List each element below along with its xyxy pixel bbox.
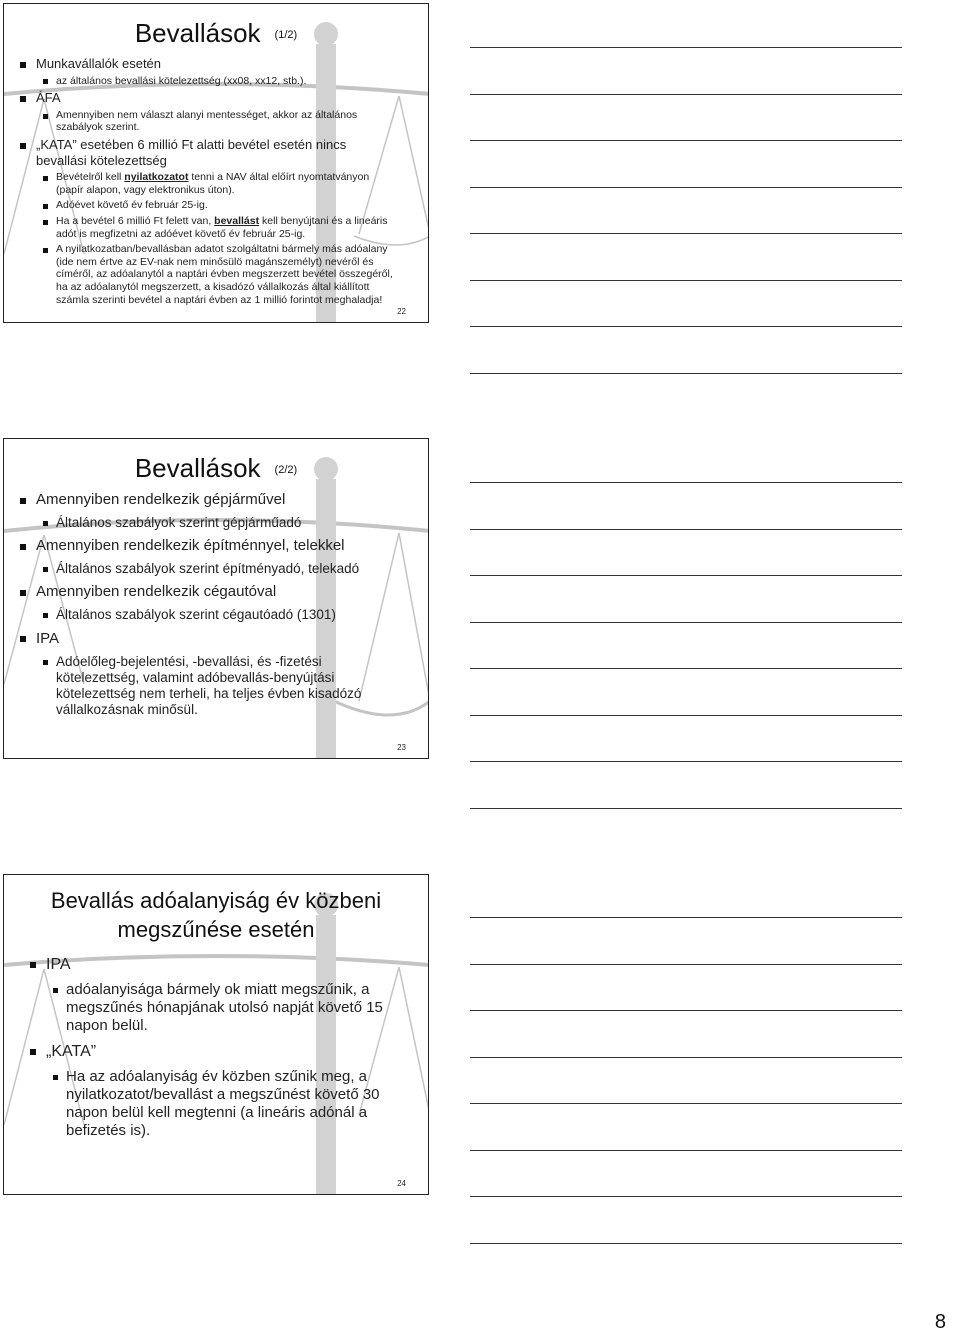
bullet-item-level-1 xyxy=(36,583,398,601)
slide-title xyxy=(4,18,428,49)
square-bullet-icon xyxy=(30,1049,36,1055)
bullet-item-level-1 xyxy=(36,137,398,168)
note-line xyxy=(470,761,902,762)
slide-content xyxy=(4,4,428,322)
square-bullet-icon xyxy=(30,962,36,968)
bullet-item-level-1 xyxy=(36,537,398,555)
note-line xyxy=(470,808,902,809)
bullet-text: IPA xyxy=(36,629,60,647)
note-line xyxy=(470,140,902,141)
note-line xyxy=(470,373,902,374)
note-line xyxy=(470,622,902,623)
slide-items xyxy=(4,491,428,724)
bullet-item-level-2 xyxy=(56,109,398,134)
note-line xyxy=(470,326,902,327)
square-bullet-icon xyxy=(20,544,26,550)
square-bullet-icon xyxy=(43,220,48,225)
bullet-text: Általános szabályok szerint cégautóadó (1301) xyxy=(56,607,336,623)
bullet-text: IPA xyxy=(46,956,71,973)
bullet-item-level-1 xyxy=(36,491,398,509)
note-line xyxy=(470,47,902,48)
bullet-item-level-2 xyxy=(66,1068,398,1140)
note-line xyxy=(470,280,902,281)
slide-title xyxy=(34,887,398,944)
slide-page-number: 23 xyxy=(397,743,406,752)
note-line xyxy=(470,482,902,483)
bullet-text: Amennyiben rendelkezik cégautóval xyxy=(36,583,277,601)
bullet-text: Amennyiben nem választ alanyi mentességet, akkor az általános szabályok szerint. xyxy=(56,108,358,134)
note-line xyxy=(470,575,902,576)
note-line xyxy=(470,1150,902,1151)
slide-page-number: 24 xyxy=(397,1179,406,1188)
note-line xyxy=(470,1103,902,1104)
note-line xyxy=(470,233,902,234)
bullet-underlined-text: bevallást xyxy=(214,214,260,227)
slide-title-text: Bevallás adóalanyiság év közbeni megszűnése esetén xyxy=(50,888,382,942)
square-bullet-icon xyxy=(43,660,48,665)
slide-content xyxy=(4,875,428,1194)
slide-23 xyxy=(3,438,429,759)
square-bullet-icon xyxy=(53,988,58,993)
bullet-item-level-2 xyxy=(56,607,398,623)
square-bullet-icon xyxy=(20,498,26,504)
bullet-text: „KATA” xyxy=(46,1043,97,1061)
slide-24 xyxy=(3,874,429,1195)
bullet-item-level-2 xyxy=(56,515,398,531)
bullet-item-level-1 xyxy=(36,56,398,72)
square-bullet-icon xyxy=(43,114,48,119)
note-line xyxy=(470,94,902,95)
square-bullet-icon xyxy=(20,590,26,596)
square-bullet-icon xyxy=(43,79,48,84)
square-bullet-icon xyxy=(43,176,48,181)
slide-page-number: 22 xyxy=(397,307,406,316)
bullet-text: adóalanyisága bármely ok miatt megszűnik, a megszűnés hónapjának utolsó napját követő 15 napon belül. xyxy=(66,981,383,1035)
slide-items xyxy=(4,955,428,1147)
note-line xyxy=(470,964,902,965)
square-bullet-icon xyxy=(43,613,48,618)
bullet-text: tenni a NAV által előírt nyomtatványon (papír alapon, vagy elektronikus úton). xyxy=(56,171,370,196)
bullet-item-level-2 xyxy=(56,561,398,577)
slide-title-text: Bevallások xyxy=(134,18,261,48)
bullet-text: Általános szabályok szerint gépjárműadó xyxy=(56,515,302,530)
slide-content xyxy=(4,439,428,758)
bullet-text: A nyilatkozatban/bevallásban adatot szolgáltatni bármely más adóalany (ide nem értve az EV-nak nem minősülö magánszemélyt) nevéről és címéről, az adóalanytól a naptári évben megszerzett bevétel összegéről, ha az adóalanytól megszerzett, a kisadózó vállalkozás által kiállított számla szerinti bevétel a naptári évben az 1 millió forintot meghaladja! xyxy=(56,243,393,306)
note-line xyxy=(470,1243,902,1244)
note-line xyxy=(470,187,902,188)
bullet-underlined-text: nyilatkozatot xyxy=(124,171,189,184)
bullet-item-level-1 xyxy=(46,1042,398,1061)
square-bullet-icon xyxy=(20,636,26,642)
bullet-text: Ha az adóalanyiság év közben szűnik meg, a nyilatkozatot/bevallást a megszűnést követő 30 napon belül kell megtenni (a lineáris adónál a befizetés is). xyxy=(66,1068,380,1140)
page-number: 8 xyxy=(934,1311,946,1333)
note-line xyxy=(470,529,902,530)
bullet-text: Amennyiben rendelkezik építménnyel, telekkel xyxy=(36,537,345,555)
bullet-text: Bevételről kell xyxy=(56,171,125,184)
square-bullet-icon xyxy=(20,62,26,68)
bullet-item-level-2 xyxy=(56,199,398,212)
note-line xyxy=(470,1057,902,1058)
bullet-item-level-1 xyxy=(46,955,398,974)
bullet-item-level-2 xyxy=(56,215,398,240)
note-line xyxy=(470,715,902,716)
bullet-text: Általános szabályok szerint építményadó, telekadó xyxy=(56,561,360,577)
square-bullet-icon xyxy=(43,204,48,209)
square-bullet-icon xyxy=(43,521,48,526)
slide-title-text: Bevallások xyxy=(134,453,261,483)
slide-title xyxy=(4,453,428,484)
slide-items xyxy=(4,56,428,309)
bullet-item-level-2 xyxy=(56,171,398,196)
slide-subtitle: (2/2) xyxy=(274,464,298,477)
square-bullet-icon xyxy=(20,143,26,149)
bullet-item-level-2 xyxy=(56,75,398,88)
bullet-text: Munkavállalók esetén xyxy=(36,56,162,71)
bullet-item-level-2 xyxy=(66,981,398,1035)
square-bullet-icon xyxy=(43,567,48,572)
slide-subtitle: (1/2) xyxy=(274,29,298,42)
bullet-text: Amennyiben rendelkezik gépjárművel xyxy=(36,491,286,508)
square-bullet-icon xyxy=(43,248,48,253)
square-bullet-icon xyxy=(53,1075,58,1080)
square-bullet-icon xyxy=(20,96,26,102)
note-line xyxy=(470,917,902,918)
bullet-text: ÁFA xyxy=(36,90,61,106)
bullet-item-level-2 xyxy=(56,654,398,719)
bullet-item-level-1 xyxy=(36,630,398,648)
bullet-text: kell benyújtani és a lineáris adót is megfizetni az adóévet követő év február 25-ig. xyxy=(56,214,388,240)
bullet-text: az általános bevallási kötelezettség (xx08, xx12, stb.). xyxy=(56,74,307,87)
bullet-text: Ha a bevétel 6 millió Ft felett van, xyxy=(56,214,215,227)
note-line xyxy=(470,1010,902,1011)
bullet-text: „KATA” esetében 6 millió Ft alatti bevétel esetén nincs bevallási kötelezettség xyxy=(36,136,347,168)
bullet-text: Adóelőleg-bejelentési, -bevallási, és -fizetési kötelezettség, valamint adóbevallás-benyújtási kötelezettség nem terheli, ha teljes évben kisadózó vállalkozásnak minősül. xyxy=(56,653,362,718)
note-line xyxy=(470,1196,902,1197)
bullet-item-level-2 xyxy=(56,243,398,306)
note-line xyxy=(470,668,902,669)
bullet-item-level-1 xyxy=(36,90,398,106)
bullet-text: Adóévet követő év február 25-ig. xyxy=(56,199,208,212)
slide-22 xyxy=(3,3,429,323)
